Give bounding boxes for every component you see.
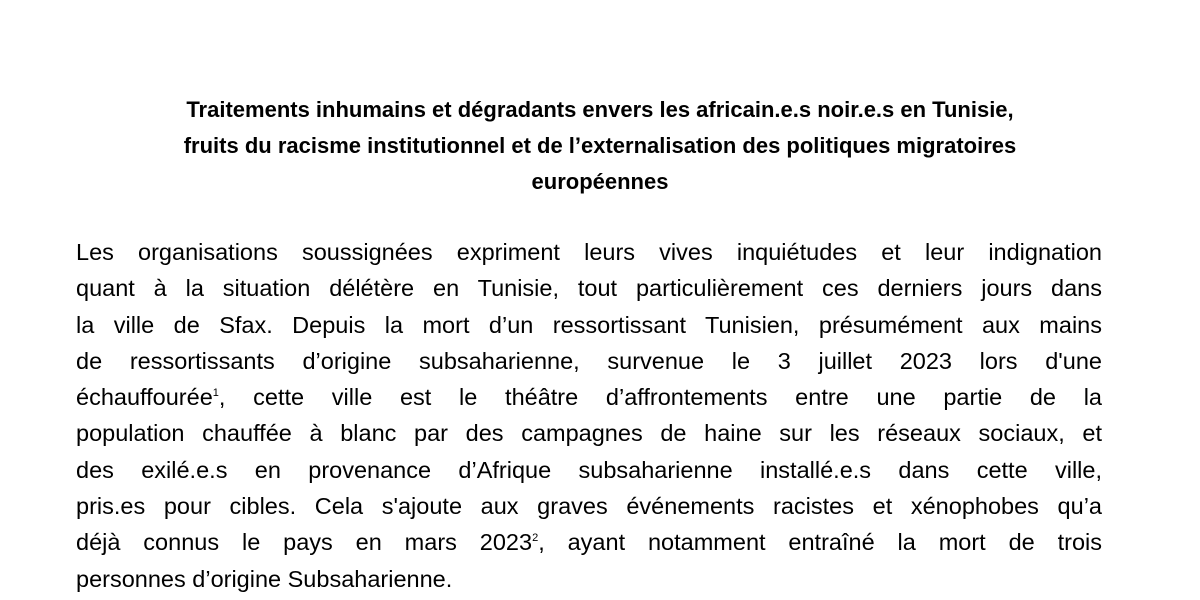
line-text: échauffourée [76, 384, 213, 411]
document-title [60, 92, 1140, 200]
line-text: , ayant notamment entraîné la mort de trois [538, 529, 1103, 556]
paragraph-line: la ville de Sfax. Depuis la mort d’un ressortissant Tunisien, présumément aux mains [76, 311, 1102, 338]
title-line: fruits du racisme institutionnel et de l’externalisation des politiques migratoires [183, 133, 1017, 158]
title-line: européennes [531, 169, 669, 194]
paragraph-line [76, 524, 1102, 560]
body-paragraph [76, 234, 1102, 597]
paragraph-line: population chauffée à blanc par des campagnes de haine sur les réseaux sociaux, et [76, 420, 1102, 447]
paragraph-line: Les organisations soussignées expriment leurs vives inquiétudes et leur indignation [76, 239, 1102, 265]
footnote-ref-1[interactable]: 1 [212, 387, 219, 400]
line-text: déjà connus le pays en mars 2023 [76, 529, 533, 556]
paragraph-line: personnes d’origine Subsaharienne. [76, 565, 453, 592]
paragraph-line [76, 379, 1102, 415]
title-line: Traitements inhumains et dégradants envers les africain.e.s noir.e.s en Tunisie, [186, 97, 1014, 122]
footnote-ref-2[interactable]: 2 [532, 532, 539, 545]
paragraph-line: quant à la situation délétère en Tunisie, tout particulièrement ces derniers jours dans [76, 275, 1102, 302]
paragraph-line: des exilé.e.s en provenance d’Afrique subsaharienne installé.e.s dans cette ville, [76, 456, 1102, 483]
line-text: , cette ville est le théâtre d’affrontements entre une partie de la [218, 384, 1102, 411]
paragraph-line: de ressortissants d’origine subsaharienne, survenue le 3 juillet 2023 lors d'une [76, 347, 1102, 374]
paragraph-line: pris.es pour cibles. Cela s'ajoute aux graves événements racistes et xénophobes qu’a [76, 493, 1102, 520]
